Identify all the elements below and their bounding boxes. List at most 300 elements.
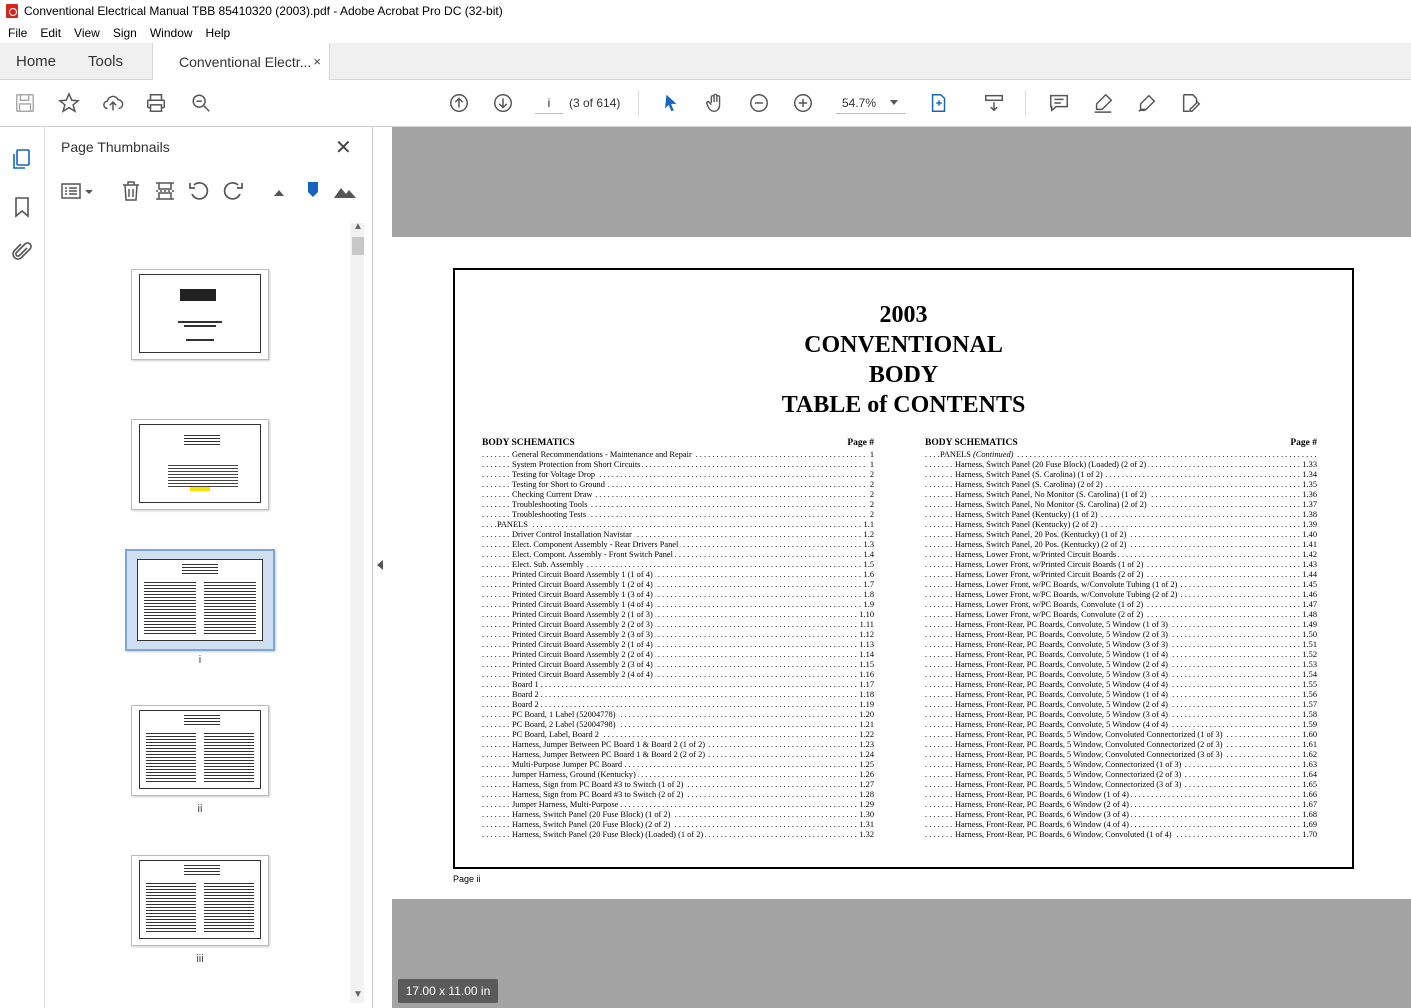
thumbnail-content [139, 710, 261, 789]
toc-entry-title: Harness, Switch Panel, No Monitor (S. Carolina) (1 of 2) [955, 490, 1147, 499]
toc-entry-page: 1.66 [1302, 790, 1317, 799]
toc-entry-page: 1 [869, 450, 874, 459]
toc-entry-title: Harness, Lower Front, w/Printed Circuit Boards [955, 550, 1117, 559]
toc-entry[interactable] [482, 820, 874, 830]
toc-entry-title: Harness, Front-Rear, PC Boards, Convolute, 5 Window (3 of 4) [955, 670, 1168, 679]
toc-entry-title: Board 2 [512, 690, 539, 699]
toc-entry[interactable] [925, 700, 1317, 710]
toc-entry[interactable] [482, 510, 874, 520]
toc-entry[interactable] [482, 680, 874, 690]
toc-entry-page: 1.51 [1302, 640, 1317, 649]
attachments-icon[interactable] [10, 240, 34, 264]
toc-entry[interactable] [925, 590, 1317, 600]
menu-view[interactable]: View [74, 25, 100, 40]
toc-entry-title: Printed Circuit Board Assembly 2 (3 of 3) [512, 630, 653, 639]
toc-entry-page: 1.37 [1302, 500, 1317, 509]
toc-entry-title: Elect. Sub. Assembly [512, 560, 584, 569]
toc-entry-page: 1.65 [1302, 780, 1317, 789]
toc-entry[interactable] [925, 650, 1317, 660]
toc-entry[interactable] [482, 520, 874, 530]
toc-entry[interactable] [482, 740, 874, 750]
toc-entry-title: Jumper Harness, Ground (Kentucky) [512, 770, 636, 779]
menu-sign[interactable]: Sign [112, 25, 137, 40]
toc-entry-page: 1.14 [859, 650, 874, 659]
toc-page-heading: Page # [847, 438, 874, 448]
toc-entry-title: Board 1 [512, 680, 539, 689]
toc-entry[interactable] [925, 550, 1317, 560]
toc-subheading [925, 450, 1317, 460]
page-count: (3 of 614) [569, 96, 621, 110]
toc-entry[interactable] [482, 550, 874, 560]
draw-icon[interactable] [1134, 90, 1160, 116]
zoom-out-icon[interactable] [746, 90, 772, 116]
toc-entry-title: Harness, Sign from PC Board #3 to Switch (2 of 2) [512, 790, 684, 799]
toc-entry-page: 1.38 [1302, 510, 1317, 519]
scrollbar-thumb[interactable] [352, 237, 364, 255]
toc-left-column [482, 438, 874, 840]
toc-entry-page: 1.3 [863, 540, 874, 549]
toc-entry-title: Harness, Sign from PC Board #3 to Switch (1 of 2) [512, 780, 684, 789]
toc-entry-title: Testing for Short to Ground [512, 480, 605, 489]
toc-entry[interactable] [925, 600, 1317, 610]
toc-entry-page: 1.62 [1302, 750, 1317, 759]
toc-entry[interactable] [925, 640, 1317, 650]
toc-entry[interactable] [482, 590, 874, 600]
toc-entry[interactable] [925, 580, 1317, 590]
toc-entry-page: 1.47 [1302, 600, 1317, 609]
toc-entry-page: 2 [869, 480, 874, 489]
toc-entry[interactable] [482, 530, 874, 540]
toc-entry-title: Harness, Lower Front, w/Printed Circuit Boards (2 of 2) [955, 570, 1144, 579]
toc-entry-title: Harness, Switch Panel, No Monitor (S. Carolina) (2 of 2) [955, 500, 1147, 509]
toc-entry-title: Printed Circuit Board Assembly 2 (3 of 4) [512, 660, 653, 669]
panel-close-icon[interactable]: ✕ [335, 137, 352, 159]
toc-entry-page: 1.31 [859, 820, 874, 829]
toc-entry-page: 1.43 [1302, 560, 1317, 569]
menu-edit[interactable]: Edit [40, 25, 62, 40]
toc-entry[interactable] [925, 560, 1317, 570]
toc-entry[interactable] [482, 750, 874, 760]
toc-entry[interactable] [482, 660, 874, 670]
thomas-logo [180, 289, 216, 301]
page-thumbnails-panel [45, 127, 373, 1008]
toc-entry[interactable] [482, 780, 874, 790]
page-number-input[interactable] [535, 92, 563, 114]
highlight-mark [190, 487, 210, 491]
page-thumbnail-3-selected[interactable] [125, 549, 275, 651]
bookmarks-icon[interactable] [10, 195, 34, 219]
toc-entry-page: 1.57 [1302, 700, 1317, 709]
toc-entry-page: 1.9 [863, 600, 874, 609]
toc-entry-title: Harness, Front-Rear, PC Boards, 5 Window, Convoluted Connectorized (2 of 3) [955, 740, 1223, 749]
toc-entry-page: 1.64 [1302, 770, 1317, 779]
toc-entry-title: Harness, Front-Rear, PC Boards, 6 Window (3 of 4) [955, 810, 1129, 819]
toc-entry[interactable] [925, 720, 1317, 730]
toc-entry-title: Harness, Front-Rear, PC Boards, Convolute, 5 Window (4 of 4) [955, 720, 1168, 729]
tab-tools[interactable]: Tools [88, 53, 124, 70]
toc-entry-page: 1.44 [1302, 570, 1317, 579]
thumbnail-label: ii [197, 803, 203, 815]
toc-entry-title: Harness, Switch Panel (20 Fuse Block) (1 of 2) [512, 810, 671, 819]
toc-entry-page: 1.33 [1302, 460, 1317, 469]
toolbar-divider [638, 90, 639, 116]
toc-entry-title: Troubleshooting Tools [512, 500, 588, 509]
toc-entry-title: Harness, Front-Rear, PC Boards, Convolute, 5 Window (1 of 4) [955, 690, 1168, 699]
toc-entry[interactable] [925, 730, 1317, 740]
toc-entry[interactable] [925, 740, 1317, 750]
toc-entry-page: 1.13 [859, 640, 874, 649]
toc-entry-title: Checking Current Draw [512, 490, 593, 499]
toc-entry-page: 1.55 [1302, 680, 1317, 689]
toc-entry[interactable] [925, 610, 1317, 620]
toc-entry-page: 1.8 [863, 590, 874, 599]
toc-entry-title: Harness, Front-Rear, PC Boards, 6 Window (2 of 4) [955, 800, 1129, 809]
toc-entry-title: Harness, Front-Rear, PC Boards, Convolute, 5 Window (3 of 4) [955, 710, 1168, 719]
toc-entry[interactable] [925, 660, 1317, 670]
toc-entry-page: 1.68 [1302, 810, 1317, 819]
toc-entry[interactable] [482, 540, 874, 550]
fill-sign-icon[interactable] [1178, 90, 1204, 116]
select-cursor-icon[interactable] [658, 90, 684, 116]
thumbnail-small-icon[interactable] [269, 179, 293, 203]
toc-entry-page: 1.18 [859, 690, 874, 699]
toc-entry[interactable] [925, 570, 1317, 580]
toc-heading-label: BODY SCHEMATICS [482, 438, 575, 448]
toc-entry[interactable] [925, 830, 1317, 840]
thumbnail-size-slider-icon[interactable] [301, 179, 325, 203]
rotate-cw-icon[interactable] [221, 179, 245, 203]
toc-heading [925, 438, 1317, 450]
toc-entry-page: 1.25 [859, 760, 874, 769]
document-title [453, 300, 1354, 420]
hand-tool-icon[interactable] [702, 90, 728, 116]
toc-entry-page: 1.12 [859, 630, 874, 639]
toc-entry[interactable] [482, 470, 874, 480]
toc-entry[interactable] [925, 480, 1317, 490]
toc-entry-page: 1.41 [1302, 540, 1317, 549]
toc-entry[interactable] [482, 500, 874, 510]
thumbnail-large-icon[interactable] [333, 179, 357, 203]
toc-entry-page: 1.60 [1302, 730, 1317, 739]
toc-entry[interactable] [482, 770, 874, 780]
toc-entry-title: Printed Circuit Board Assembly 2 (1 of 4) [512, 640, 653, 649]
toc-entry[interactable] [482, 580, 874, 590]
toc-entry[interactable] [482, 830, 874, 840]
toc-entry-title: Harness, Jumper Between PC Board 1 & Board 2 (2 of 2) [512, 750, 706, 759]
toc-entry[interactable] [925, 710, 1317, 720]
toc-entry[interactable] [482, 800, 874, 810]
thumbnail-toolbar [45, 171, 373, 211]
toc-entry-title: Printed Circuit Board Assembly 2 (1 of 3) [512, 610, 653, 619]
save-icon[interactable] [12, 90, 38, 116]
extract-pages-icon[interactable] [153, 179, 177, 203]
toc-entry-title: Harness, Lower Front, w/PC Boards, w/Convolute Tubing (1 of 2) [955, 580, 1178, 589]
toc-entry[interactable] [925, 690, 1317, 700]
toc-entry-page: 1.20 [859, 710, 874, 719]
toc-heading-label: BODY SCHEMATICS [925, 438, 1018, 448]
left-navigation-rail [0, 127, 45, 1008]
toc-entry-page: 1.28 [859, 790, 874, 799]
toc-entry-title: Printed Circuit Board Assembly 1 (2 of 4) [512, 580, 653, 589]
zoom-in-icon[interactable] [790, 90, 816, 116]
toc-entry[interactable] [925, 670, 1317, 680]
toc-entry[interactable] [925, 760, 1317, 770]
toc-entry-title: Harness, Front-Rear, PC Boards, 5 Window, Convoluted Connectorized (1 of 3) [955, 730, 1223, 739]
toc-entry-title: Harness, Front-Rear, PC Boards, Convolute, 5 Window (1 of 3) [955, 620, 1168, 629]
toc-entry[interactable] [482, 450, 874, 460]
toc-entry[interactable] [925, 470, 1317, 480]
toc-entry-page: 1.69 [1302, 820, 1317, 829]
collapse-panel-icon[interactable] [377, 560, 383, 570]
toc-entry-page: 1.63 [1302, 760, 1317, 769]
toc-entry[interactable] [482, 790, 874, 800]
toc-entry[interactable] [482, 640, 874, 650]
toc-entry-title: Printed Circuit Board Assembly 1 (3 of 4) [512, 590, 653, 599]
toc-entry-title: PC Board, 1 Label (52004778) [512, 710, 616, 719]
thumbnail-content [137, 559, 263, 641]
toc-entry[interactable] [925, 800, 1317, 810]
toc-entry-title: Elect. Component Assembly - Rear Drivers Panel [512, 540, 679, 549]
toc-entry[interactable] [482, 490, 874, 500]
toc-entry[interactable] [925, 780, 1317, 790]
toc-entry[interactable] [925, 680, 1317, 690]
toc-entry-page: 1.4 [863, 550, 874, 559]
tab-close-icon[interactable]: × [313, 54, 321, 69]
page-footer: Page ii [453, 874, 481, 884]
toc-entry[interactable] [482, 460, 874, 470]
thumbnail-content [139, 424, 261, 503]
options-menu-icon[interactable] [61, 179, 95, 203]
scroll-up-icon[interactable]: ▲ [353, 221, 363, 232]
toc-entry-page: 1.35 [1302, 480, 1317, 489]
scroll-mode-icon[interactable] [981, 90, 1007, 116]
toc-entry-page: 1.34 [1302, 470, 1317, 479]
toc-entry-page: 2 [869, 500, 874, 509]
toc-entry[interactable] [482, 560, 874, 570]
fit-page-icon[interactable] [926, 90, 952, 116]
toc-entry-title: Harness, Front-Rear, PC Boards, 5 Window, Connectorized (1 of 3) [955, 760, 1182, 769]
star-icon[interactable] [56, 90, 82, 116]
next-page-icon[interactable] [490, 90, 516, 116]
page-size-badge: 17.00 x 11.00 in [398, 979, 498, 1003]
toc-entry[interactable] [482, 690, 874, 700]
toc-entry-title: PC Board, 2 Label (52004798) [512, 720, 616, 729]
toc-entry[interactable] [925, 530, 1317, 540]
toc-entry-page: 1.21 [859, 720, 874, 729]
thumbnail-content [139, 274, 261, 353]
toc-entry-title: Harness, Switch Panel (20 Fuse Block) (Loaded) (1 of 2) [512, 830, 704, 839]
toc-entry-page: 1.5 [863, 560, 874, 569]
toc-entry-page: 1.45 [1302, 580, 1317, 589]
toc-entry-page: 1.58 [1302, 710, 1317, 719]
toc-entry-page: 1 [869, 460, 874, 469]
toc-entry-page: 1.32 [859, 830, 874, 839]
toc-entry-title: Board 2 [512, 700, 539, 709]
toc-entry-page: 1.22 [859, 730, 874, 739]
toc-entry-title: General Recommendations - Maintenance and Repair [512, 450, 692, 459]
toc-entry-title: Harness, Switch Panel (Kentucky) (2 of 2) [955, 520, 1098, 529]
window-title: Conventional Electrical Manual TBB 85410320 (2003).pdf - Adobe Acrobat Pro DC (32-bit) [24, 4, 503, 18]
toc-page-heading: Page # [1290, 438, 1317, 448]
toc-entry-page: 1.40 [1302, 530, 1317, 539]
title-line: BODY [868, 362, 939, 388]
toc-entry-page: 1.23 [859, 740, 874, 749]
comment-icon[interactable] [1046, 90, 1072, 116]
menu-bar [0, 22, 1411, 43]
toc-entry-title: Multi-Purpose Jumper PC Board [512, 760, 623, 769]
toc-subheading-label: PANELS [940, 450, 971, 459]
menu-help[interactable]: Help [205, 25, 231, 40]
thumbnail-scrollbar[interactable] [350, 223, 364, 1003]
thumbnail-label: iii [196, 953, 204, 965]
highlight-pen-icon[interactable] [1090, 90, 1116, 116]
title-line: 2003 [879, 302, 928, 328]
main-toolbar [0, 80, 1411, 127]
toc-entry-page: 1.19 [859, 700, 874, 709]
toc-entry-page: 1.10 [859, 610, 874, 619]
zoom-dropdown-icon[interactable] [890, 100, 898, 105]
rotate-ccw-icon[interactable] [187, 179, 211, 203]
toc-entry[interactable] [482, 480, 874, 490]
toc-subheading-note: (Continued) [972, 450, 1014, 459]
upload-cloud-icon[interactable] [100, 90, 126, 116]
toc-entry-title: Harness, Switch Panel, 20 Pos. (Kentucky) (2 of 2) [955, 540, 1127, 549]
toc-entry[interactable] [925, 490, 1317, 500]
toc-entry[interactable] [925, 810, 1317, 820]
toc-entry-title: Printed Circuit Board Assembly 2 (4 of 4) [512, 670, 653, 679]
toc-entry-title: Harness, Front-Rear, PC Boards, Convolute, 5 Window (4 of 4) [955, 680, 1168, 689]
toc-entry[interactable] [482, 570, 874, 580]
toc-entry-page: 1.50 [1302, 630, 1317, 639]
toc-entry[interactable] [925, 620, 1317, 630]
toc-entry-page: 1.2 [863, 530, 874, 539]
toc-entry[interactable] [482, 610, 874, 620]
toc-entry-title: Testing for Voltage Drop [512, 470, 596, 479]
toc-entry[interactable] [925, 820, 1317, 830]
title-line: TABLE of CONTENTS [781, 392, 1026, 418]
toc-entry[interactable] [925, 750, 1317, 760]
toc-entry[interactable] [925, 460, 1317, 470]
print-icon[interactable] [143, 90, 169, 116]
toc-entry[interactable] [482, 600, 874, 610]
thumbnail-label: i [198, 654, 202, 666]
toc-entry-title: Harness, Switch Panel (20 Fuse Block) (Loaded) (2 of 2) [955, 460, 1147, 469]
toc-entry-title: Harness, Front-Rear, PC Boards, Convolute, 5 Window (1 of 4) [955, 650, 1168, 659]
page-thumbnail-5[interactable] [131, 855, 269, 946]
scroll-down-icon[interactable]: ▼ [353, 989, 363, 1000]
toc-entry[interactable] [482, 650, 874, 660]
toc-entry-page: 1.1 [863, 520, 874, 529]
toc-entry-title: Harness, Lower Front, w/PC Boards, Convolute (1 of 2) [955, 600, 1144, 609]
toc-entry-page: 1.6 [863, 570, 874, 579]
zoom-level-select[interactable]: 54.7% [836, 92, 906, 114]
page-thumbnail-2[interactable] [131, 419, 269, 510]
toc-entry-title: Harness, Switch Panel (Kentucky) (1 of 2) [955, 510, 1098, 519]
toc-entry-title: Harness, Switch Panel (S. Carolina) (2 of 2) [955, 480, 1103, 489]
toc-entry-page: 1.70 [1302, 830, 1317, 839]
toc-entry-title: Harness, Front-Rear, PC Boards, 5 Window, Connectorized (3 of 3) [955, 780, 1182, 789]
title-line: CONVENTIONAL [804, 332, 1003, 358]
toc-entry[interactable] [925, 770, 1317, 780]
toc-entry-title: Harness, Lower Front, w/PC Boards, w/Convolute Tubing (2 of 2) [955, 590, 1178, 599]
toc-entry-title: Harness, Front-Rear, PC Boards, Convolute, 5 Window (2 of 3) [955, 630, 1168, 639]
thumbnail-content [139, 860, 261, 939]
menu-window[interactable]: Window [149, 25, 193, 40]
page-thumbnails-icon[interactable] [10, 147, 34, 171]
delete-page-icon[interactable] [119, 179, 143, 203]
toc-entry[interactable] [925, 630, 1317, 640]
toc-entry-page: 1.39 [1302, 520, 1317, 529]
page-thumbnail-4[interactable] [131, 705, 269, 796]
title-bar [0, 0, 1411, 22]
zoom-search-icon[interactable] [188, 90, 214, 116]
toc-entry[interactable] [482, 620, 874, 630]
toc-entry-page: 1.49 [1302, 620, 1317, 629]
toc-entry-page: 1.27 [859, 780, 874, 789]
toc-entry-title: Harness, Front-Rear, PC Boards, 6 Window, Convoluted (1 of 4) [955, 830, 1172, 839]
toc-entry-page: 1.59 [1302, 720, 1317, 729]
toc-entry[interactable] [482, 810, 874, 820]
previous-page-icon[interactable] [446, 90, 472, 116]
tab-home[interactable]: Home [16, 53, 57, 70]
toc-entry-page: 1.46 [1302, 590, 1317, 599]
toc-entry[interactable] [482, 730, 874, 740]
toc-entry-title: Printed Circuit Board Assembly 2 (2 of 3) [512, 620, 653, 629]
toc-entry-title: Jumper Harness, Multi-Purpose [512, 800, 619, 809]
tab-document-label: Conventional Electr... [179, 54, 312, 70]
toc-entry-title: PANELS [497, 520, 528, 529]
toc-entry-title: Harness, Front-Rear, PC Boards, Convolute, 5 Window (2 of 4) [955, 700, 1168, 709]
toc-entry-title: Harness, Lower Front, w/PC Boards, Convolute (2 of 2) [955, 610, 1144, 619]
toc-entry-title: Harness, Switch Panel, 20 Pos. (Kentucky) (1 of 2) [955, 530, 1127, 539]
toc-entry[interactable] [925, 510, 1317, 520]
tab-document[interactable] [152, 43, 330, 81]
toc-entry-title: Harness, Front-Rear, PC Boards, 5 Window, Convoluted Connectorized (3 of 3) [955, 750, 1223, 759]
toc-entry-page: 2 [869, 510, 874, 519]
toc-entry-title: Harness, Front-Rear, PC Boards, Convolute, 5 Window (2 of 4) [955, 660, 1168, 669]
toc-entry-page: 1.56 [1302, 690, 1317, 699]
toc-entry-page: 1.7 [863, 580, 874, 589]
toc-entry-page: 2 [869, 490, 874, 499]
toc-entry[interactable] [925, 500, 1317, 510]
toc-entry-page: 1.53 [1302, 660, 1317, 669]
toc-entry-page: 1.15 [859, 660, 874, 669]
toc-right-column [925, 438, 1317, 840]
menu-file[interactable]: File [8, 25, 28, 40]
toc-heading [482, 438, 874, 450]
toc-entry[interactable] [482, 700, 874, 710]
toc-entry-page: 1.42 [1302, 550, 1317, 559]
toc-entry-page: 1.54 [1302, 670, 1317, 679]
toc-entry-page: 1.52 [1302, 650, 1317, 659]
toc-entry-page: 1.36 [1302, 490, 1317, 499]
toc-entry[interactable] [925, 520, 1317, 530]
toc-entry-title: System Protection from Short Circuits [512, 460, 641, 469]
toc-entry[interactable] [482, 670, 874, 680]
toc-entry-page: 1.17 [859, 680, 874, 689]
toc-entry[interactable] [482, 630, 874, 640]
toc-entry[interactable] [482, 760, 874, 770]
acrobat-icon [6, 4, 18, 18]
toc-entry[interactable] [925, 540, 1317, 550]
toc-entry[interactable] [925, 790, 1317, 800]
toc-entry-page: 1.61 [1302, 740, 1317, 749]
toc-entry[interactable] [482, 710, 874, 720]
page-thumbnail-1[interactable] [131, 269, 269, 360]
toc-entry-page: 2 [869, 470, 874, 479]
toc-entry-title: Harness, Lower Front, w/Printed Circuit Boards (1 of 2) [955, 560, 1144, 569]
toc-entry[interactable] [482, 720, 874, 730]
